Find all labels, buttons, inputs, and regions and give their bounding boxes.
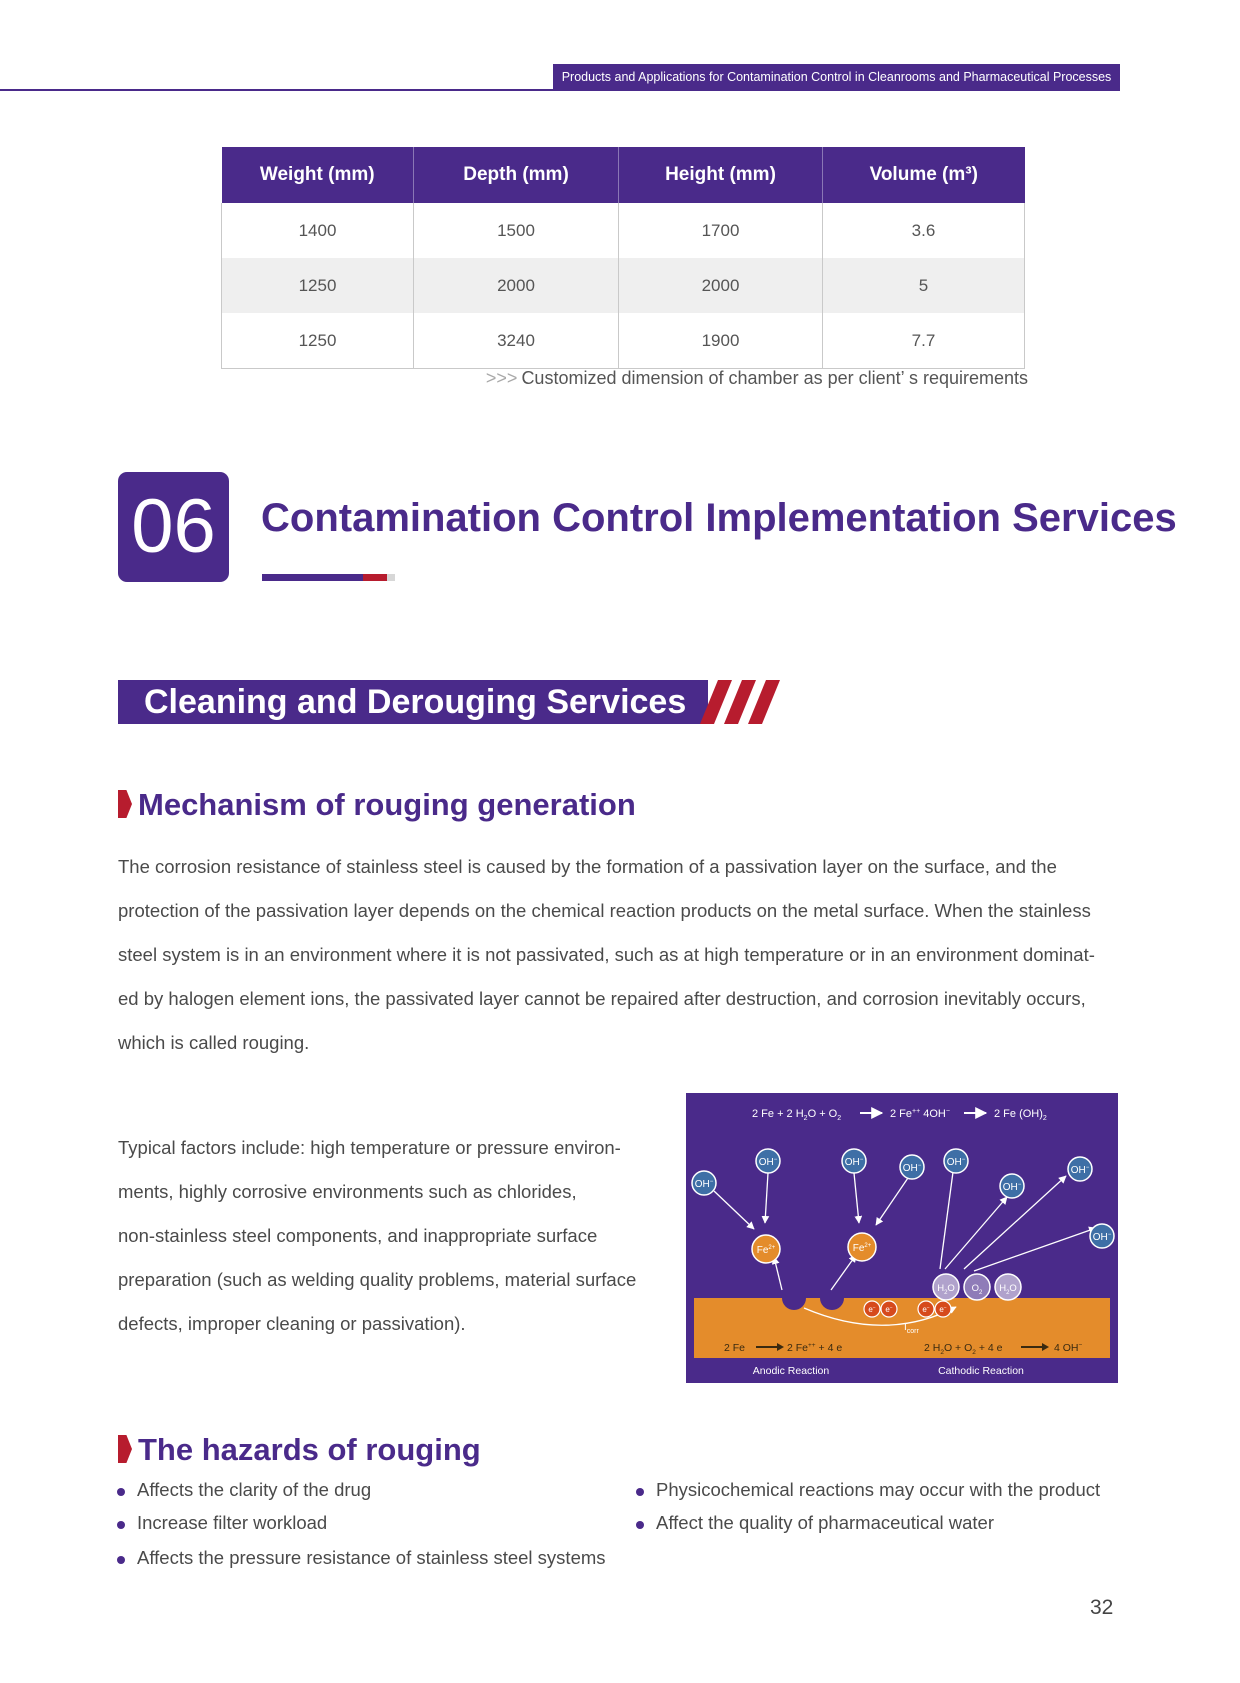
svg-text:2 Fe (OH)2: 2 Fe $(OH)_2$	[994, 1108, 1047, 1122]
svg-text:OH−: OH−	[844, 1157, 864, 1168]
anodic-equation: 2 Fe	[724, 1342, 746, 1354]
table-row	[222, 203, 1025, 258]
svg-text:e−: e−	[885, 1305, 893, 1314]
svg-text:e−: e−	[868, 1305, 876, 1314]
cathodic-label: Cathodic Reaction	[938, 1365, 1024, 1377]
heading-flag-icon	[118, 790, 132, 818]
anodic-label: Anodic Reaction	[752, 1365, 830, 1377]
paragraph-line: non-stainless steel components, and inappropriate surface	[118, 1225, 598, 1246]
table-note	[440, 368, 1028, 389]
table-row	[222, 258, 1025, 313]
slash-stripes-icon	[700, 680, 790, 724]
overall-equation: 2 Fe + 2 $H_2O + O_2$	[752, 1108, 842, 1122]
mechanism-heading: Mechanism of rouging generation	[118, 787, 636, 823]
page-number: 32	[1090, 1596, 1114, 1619]
title-underline-accent	[363, 574, 387, 581]
section-number: 06	[118, 472, 229, 582]
svg-text:Fe2+: $Fe^{2+}$	[756, 1245, 776, 1256]
svg-text:4 OH−: 4 OH−	[1054, 1342, 1083, 1354]
paragraph-line: defects, improper cleaning or passivation).	[118, 1313, 466, 1334]
svg-text:OH−: OH−	[1070, 1165, 1090, 1176]
column-header-volume: Volume (m³)	[823, 147, 1025, 203]
paragraph-line: The corrosion resistance of stainless steel is caused by the formation of a passivation layer on the surface, and the	[118, 856, 1057, 877]
svg-text:OH−: OH−	[1002, 1182, 1022, 1193]
svg-text:OH−: OH−	[694, 1179, 714, 1190]
chevrons-icon: >>>	[485, 368, 518, 388]
svg-text:H2O: $H_2O$	[999, 1283, 1017, 1296]
list-item: Increase filter workload	[117, 1512, 606, 1534]
column-header-weight: Weight (mm)	[222, 147, 414, 203]
table-cell: 2000	[414, 258, 619, 313]
svg-text:H2O: $H_2O$	[937, 1283, 955, 1296]
svg-text:OH−: OH−	[946, 1157, 966, 1168]
table-note-text: Customized dimension of chamber as per client’ s requirements	[521, 368, 1028, 388]
column-header-height: Height (mm)	[619, 147, 823, 203]
paragraph-line: steel system is in an environment where it is not passivated, such as at high temperature or in an environment dominat-	[118, 944, 1095, 965]
table-cell: 1400	[222, 203, 414, 258]
svg-text:OH−: OH−	[758, 1157, 778, 1168]
paragraph-line: ed by halogen element ions, the passivated layer cannot be repaired after destruction, and corrosion inevitably occurs,	[118, 988, 1086, 1009]
table-cell: 3240	[414, 313, 619, 369]
list-item: Affects the pressure resistance of stainless steel systems	[117, 1547, 606, 1569]
service-band	[118, 680, 708, 724]
title-underline	[262, 574, 363, 581]
column-header-depth: Depth (mm)	[414, 147, 619, 203]
svg-text:OH−: OH−	[902, 1163, 922, 1174]
table-cell: 1900	[619, 313, 823, 369]
service-band-title: Cleaning and Derouging Services	[144, 683, 687, 721]
paragraph-line: preparation (such as welding quality problems, material surface	[118, 1269, 637, 1290]
svg-text:2 Fe++ + 4 e: 2 Fe++ + 4 e	[787, 1342, 843, 1354]
hazards-heading: The hazards of rouging	[118, 1432, 481, 1468]
list-item: Physicochemical reactions may occur with the product	[636, 1479, 1100, 1501]
title-underline-end	[387, 574, 395, 581]
table-cell: 1500	[414, 203, 619, 258]
svg-text:2 Fe++ 4OH−: 2 Fe++ 4OH−	[890, 1108, 950, 1120]
section-title: Contamination Control Implementation Services	[261, 496, 1177, 540]
header-title: Products and Applications for Contamination Control in Cleanrooms and Pharmaceutical Processes	[553, 64, 1120, 91]
paragraph-line: protection of the passivation layer depends on the chemical reaction products on the metal surface. When the stainless	[118, 900, 1091, 921]
hazards-list-right	[636, 1479, 1100, 1534]
paragraph-line: which is called rouging.	[118, 1032, 310, 1053]
svg-text:e−: e−	[939, 1305, 947, 1314]
svg-text:e−: e−	[922, 1305, 930, 1314]
table-header-row	[222, 147, 1025, 203]
table-cell: 2000	[619, 258, 823, 313]
list-item: Affects the clarity of the drug	[117, 1479, 606, 1501]
hazards-list-left	[117, 1479, 606, 1569]
svg-text:OH−: OH−	[1092, 1232, 1112, 1243]
table-cell: 1250	[222, 258, 414, 313]
mechanism-paragraph	[118, 845, 1128, 1065]
factors-paragraph	[118, 1126, 678, 1346]
svg-text:O2: $O_2$	[971, 1283, 983, 1296]
rouging-mechanism-diagram	[686, 1093, 1118, 1383]
table-cell: 3.6	[823, 203, 1025, 258]
table-cell: 1700	[619, 203, 823, 258]
cathodic-equation: 2 $H_2O + O_2 + 4$ e	[924, 1342, 1003, 1356]
paragraph-line: Typical factors include: high temperature or pressure environ-	[118, 1137, 621, 1158]
corrosion-current-label: $I_{corr}$	[904, 1322, 919, 1335]
water-oxygen-molecules	[933, 1274, 1021, 1300]
table-cell: 7.7	[823, 313, 1025, 369]
table-cell: 1250	[222, 313, 414, 369]
chamber-dimensions-table	[221, 147, 1025, 369]
metal-surface	[694, 1298, 1110, 1358]
svg-text:Fe2+: $Fe^{2+}$	[852, 1243, 872, 1254]
table-cell: 5	[823, 258, 1025, 313]
list-item: Affect the quality of pharmaceutical water	[636, 1512, 1100, 1534]
paragraph-line: ments, highly corrosive environments such as chlorides,	[118, 1181, 577, 1202]
heading-flag-icon	[118, 1435, 132, 1463]
table-row	[222, 313, 1025, 369]
